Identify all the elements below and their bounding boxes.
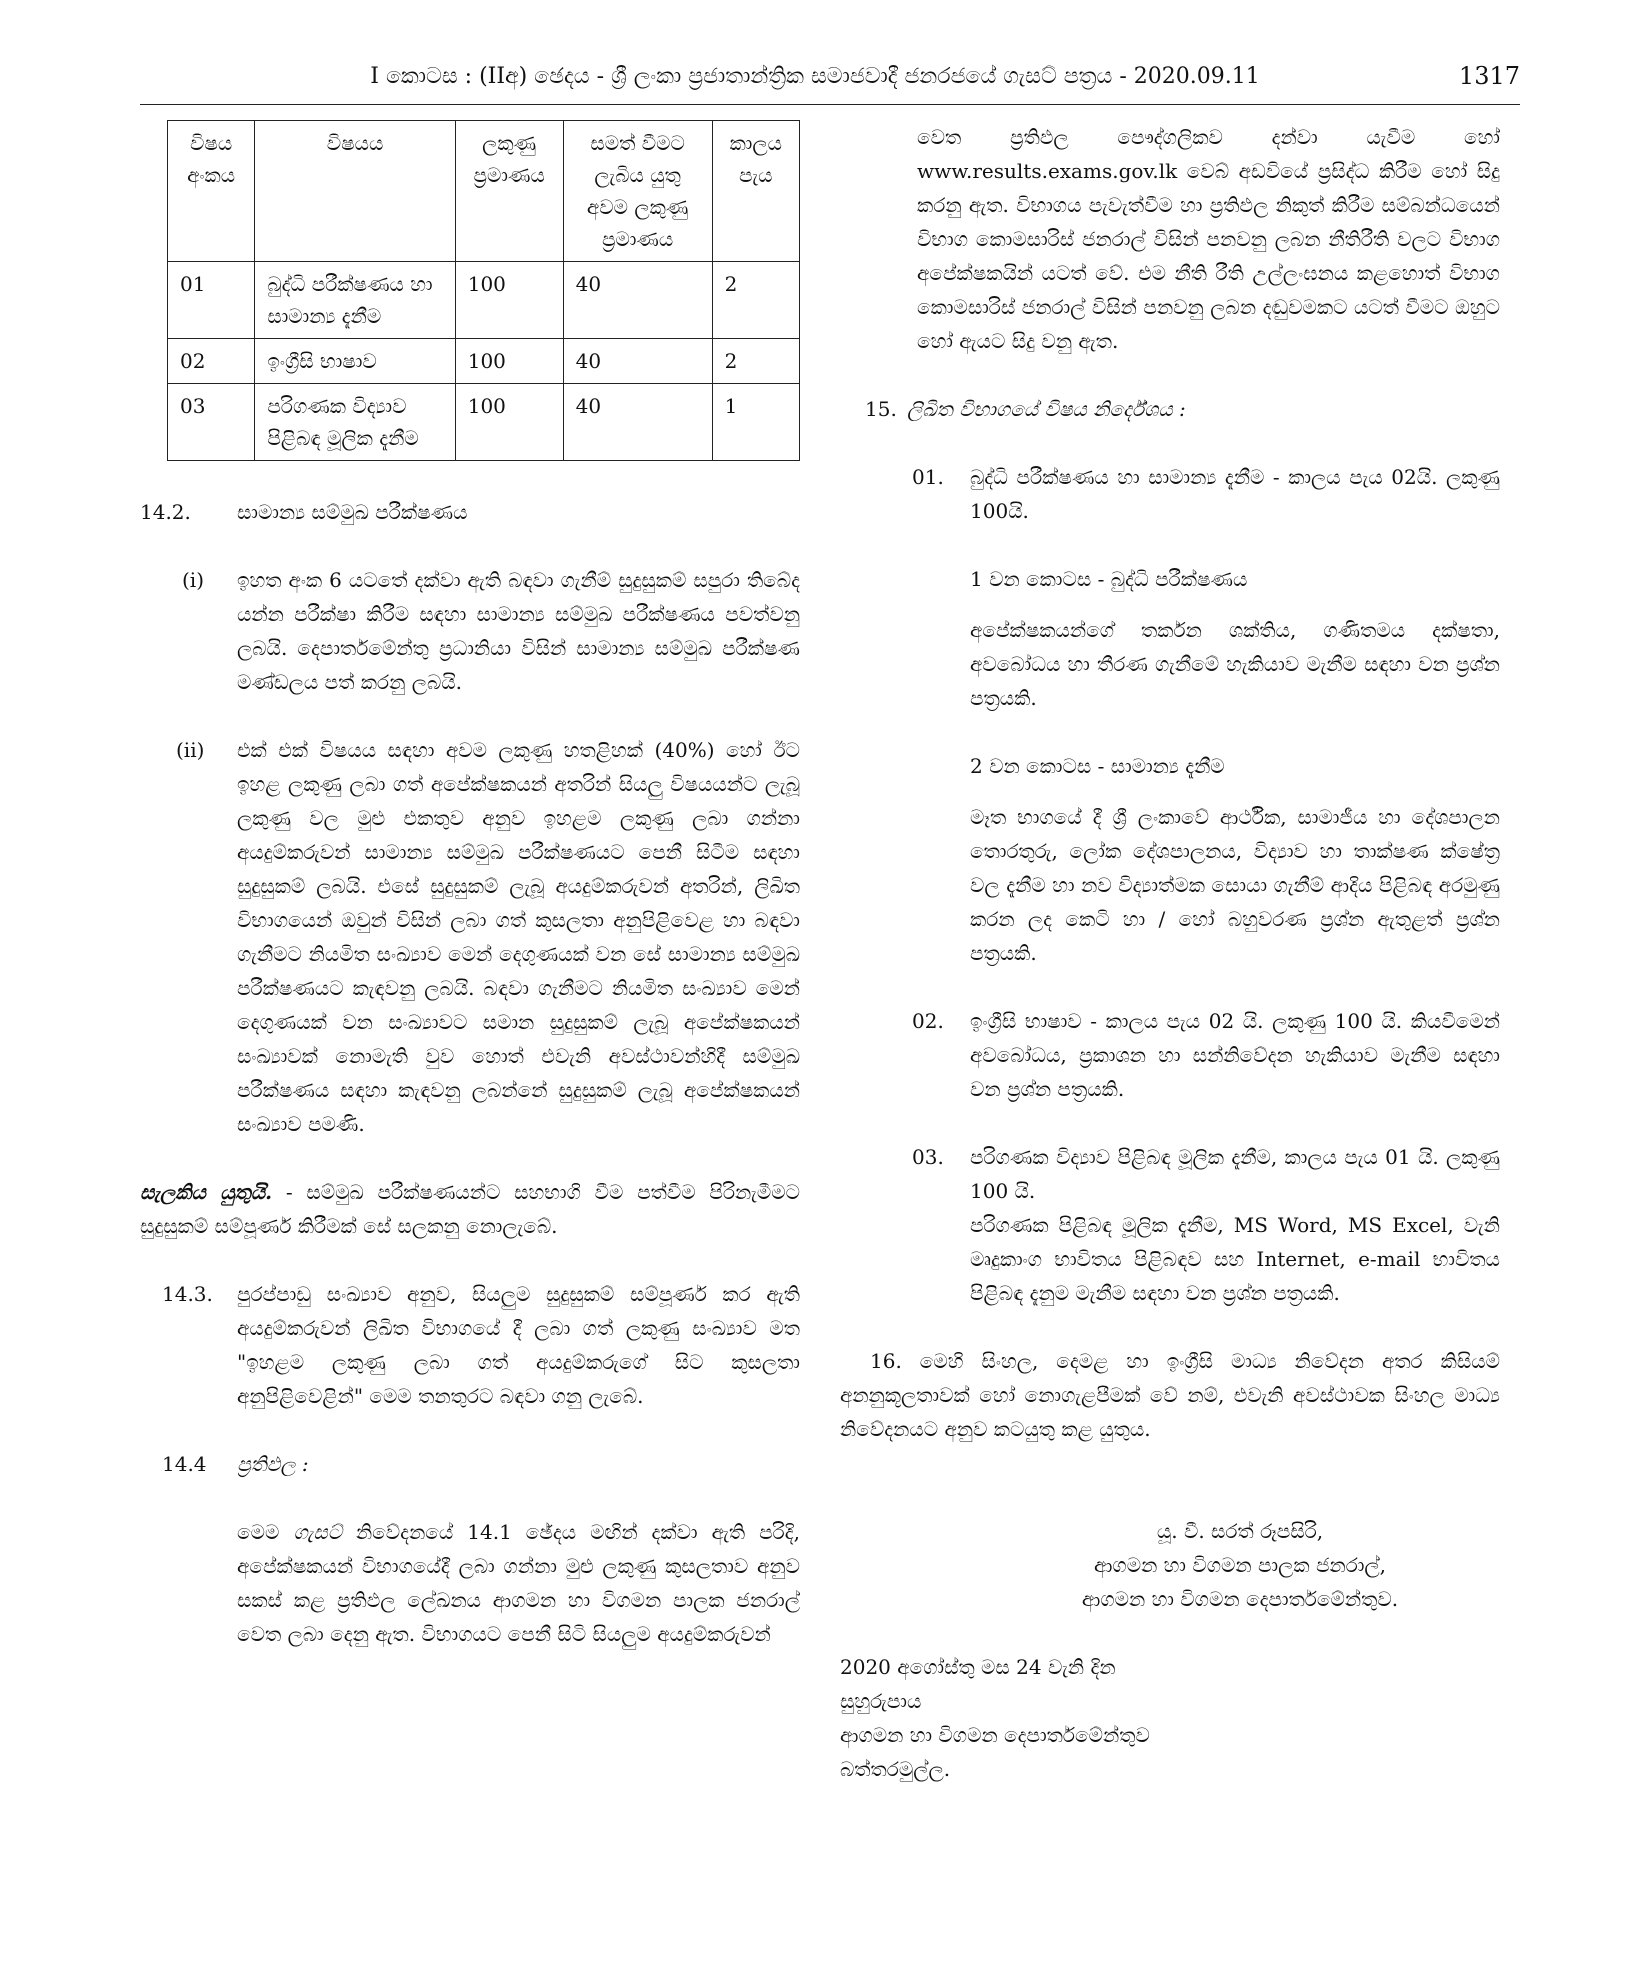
section-text: පුරප්පාඩු සංඛ්‍යාව අනුව, සියලුම සුදුසුකම් සම්පූර්ණ කර ඇති අයදුම්කරුවන් ලිඛිත විභාගයේ දී ලබා ගත් ලකුණු සංඛ්‍යාව මත "ඉහළම ලකුණු ලබා ගත් අයදුම්කරුගේ සිට කුසලතා අනුපිළිවෙළින්" මෙම තනතුරට බඳවා ගනු ලැබේ.	[237, 1282, 800, 1408]
issue-date: 2020 අගෝස්තු මස 24 වැනි දින	[840, 1655, 1116, 1679]
syllabus-item-02	[840, 1004, 1500, 1106]
text-run: නිවේදනයේ 14.1 ඡේදය මඟින් දක්වා ඇති පරිදි, අපේක්ෂකයන් විභාගයේදී ලබා ගන්නා මුළු ලකුණු කුසලතාව අනුව සකස් කළ ප්‍රතිඵල ලේඛනය ආගමන හා විගමන පාලක ජනරාල් වෙත ලබා දෙනු ඇත. විභාගයට පෙනී සිටි සියලුම අයදුම්කරුවන්	[237, 1520, 800, 1646]
table-cell: 100	[455, 339, 563, 384]
section-14-3	[140, 1277, 800, 1413]
section-number: 14.4	[162, 1452, 207, 1476]
section-14-4-text	[237, 1515, 800, 1651]
text-run-italic: ගැසට්	[293, 1520, 342, 1544]
item-text: ඉංග්‍රීසි භාෂාව - කාලය පැය 02 යි. ලකුණු 100 යි. කියවීමෙන් අවබෝධය, ප්‍රකාශන හා සන්නිවේදන හැකියාව මැනීම සඳහා වන ප්‍රශ්න පත්‍රයකි.	[970, 1009, 1500, 1101]
section-number: 15.	[865, 397, 897, 421]
item-number: 03.	[912, 1145, 944, 1169]
table-row	[168, 339, 800, 384]
table-cell: 40	[563, 384, 712, 461]
signatory-department: ආගමන හා විගමන දෙපාර්තමේන්තුව.	[1081, 1587, 1399, 1611]
signatory-title: ආගමන හා විගමන පාලක ජනරාල්,	[1093, 1553, 1387, 1577]
table-header-cell: විෂයය	[255, 121, 455, 262]
date-place-block	[840, 1650, 1500, 1786]
table-cell: 2	[712, 339, 799, 384]
place-line: සුහුරුපාය	[840, 1689, 922, 1713]
item-text-2: පරිගණක පිළිබඳ මූලික දැනීම, MS Word, MS Excel, වැනි මෘදුකාංග භාවිතය පිළිබඳව සහ Internet, e-mail භාවිතය පිළිබඳ දැනුම මැනීම සඳහා වන ප්‍රශ්න පත්‍රයකි.	[970, 1213, 1500, 1305]
place-line: ආගමන හා විගමන දෙපාර්තමේන්තුව	[840, 1723, 1150, 1747]
table-header-cell: සමත් වීමට ලැබිය යුතු අවම ලකුණු ප්‍රමාණය	[563, 121, 712, 262]
syllabus-item-01	[840, 460, 1500, 528]
note-text: - සම්මුඛ පරීක්ෂණයන්ට සහභාගි වීම පත්වීම පිරිනැමීමට සුදුසුකම් සම්පූර්ණ කිරීමක් සේ සලකනු නොලැබේ.	[140, 1180, 800, 1238]
table-row	[168, 262, 800, 339]
section-14-2-item-ii	[140, 733, 800, 1141]
signatory-name: යූ. වී. සරත් රූපසිරි,	[1156, 1519, 1324, 1543]
table-cell: බුද්ධි පරීක්ෂණය හා සාමාන්‍ය දැනීම	[255, 262, 455, 339]
table-cell: 02	[168, 339, 255, 384]
section-number: 14.3.	[162, 1282, 213, 1306]
signature-block	[1020, 1514, 1460, 1616]
item-text: පරිගණක විද්‍යාව පිළිබඳ මූලික දැනීම, කාලය පැය 01 යි. ලකුණු 100 යි.	[970, 1145, 1500, 1203]
item-number: 02.	[912, 1009, 944, 1033]
subjects-table	[167, 120, 800, 461]
part-1-title: 1 වන කොටස - බුද්ධි පරීක්ෂණය	[970, 567, 1248, 591]
header-rule	[140, 104, 1520, 105]
table-header-cell: විෂය අංකය	[168, 121, 255, 262]
table-cell: 1	[712, 384, 799, 461]
section-15-heading	[840, 392, 1500, 426]
syllabus-item-03	[840, 1140, 1500, 1310]
page-number: 1317	[1458, 62, 1520, 90]
header-title: I කොටස : (IIඅ) ඡෙදය - ශ්‍රී ලංකා ප්‍රජාතාන්ත්‍රික සමාජවාදී ජනරජයේ ගැසට් පත්‍රය - 2020.09.11	[370, 64, 1260, 89]
section-14-2-item-i	[140, 563, 800, 699]
item-number: (i)	[182, 568, 205, 592]
table-cell: 100	[455, 384, 563, 461]
table-header-cell: ලකුණු ප්‍රමාණය	[455, 121, 563, 262]
note-label: සැලකිය යුතුයි.	[140, 1180, 273, 1204]
table-cell: ඉංග්‍රීසි භාෂාව	[255, 339, 455, 384]
item-text: බුද්ධි පරීක්ෂණය හා සාමාන්‍ය දැනීම - කාලය පැය 02යි. ලකුණු 100යි.	[970, 465, 1500, 523]
table-cell: 03	[168, 384, 255, 461]
section-number: 14.2.	[140, 500, 191, 524]
table-cell: 100	[455, 262, 563, 339]
item-number: (ii)	[176, 738, 205, 762]
section-title: ලිඛිත විභාගයේ විෂය නිර්දේශය :	[907, 397, 1186, 421]
page-header	[140, 58, 1520, 106]
table-row	[168, 384, 800, 461]
section-16-text: 16. මෙහි සිංහල, දෙමළ හා ඉංග්‍රීසි මාධ්‍ය නිවේදන අතර කිසියම් අනනුකූලතාවක් හෝ නොගැළපීමක් වේ නම්, එවැනි අවස්ථාවක සිංහල මාධ්‍ය නිවේදනයට අනුව කටයුතු කළ යුතුය.	[840, 1349, 1500, 1441]
item-text: ඉහත අංක 6 යටතේ දක්වා ඇති බඳවා ගැනීම් සුදුසුකම් සපුරා තිබේද යන්න පරීක්ෂා කිරීම සඳහා සාමාන්‍ය සම්මුඛ පරීක්ෂණය පවත්වනු ලබයි. දෙපාර්තමේන්තු ප්‍රධානියා විසින් සාමාන්‍ය සම්මුඛ පරීක්ෂණ මණ්ඩලය පත් කරනු ලබයි.	[237, 568, 800, 694]
section-title: සාමාන්‍ය සම්මුඛ පරීක්ෂණය	[237, 500, 468, 524]
table-cell: 2	[712, 262, 799, 339]
note-paragraph	[140, 1175, 800, 1243]
section-14-4-heading	[140, 1447, 800, 1481]
item-text: එක් එක් විෂයය සඳහා අවම ලකුණු හතළිහක් (40%) හෝ ඊට ඉහළ ලකුණු ලබා ගත් අපේක්ෂකයන් අතරින් සියලු විෂයයන්ට ලැබූ ලකුණු වල මුළු එකතුව අනුව ඉහළම ලකුණු ලබා ගන්නා අයදුම්කරුවන් සාමාන්‍ය සම්මුඛ පරීක්ෂණයට පෙනී සිටීම සඳහා සුදුසුකම් ලබයි. එසේ සුදුසුකම් ලැබූ අයදුම්කරුවන් අතරින්, ලිඛිත විභාගයෙන් ඔවුන් විසින් ලබා ගත් කුසලතා අනුපිළිවෙළ හා බඳවා ගැනීමට නියමිත සංඛ්‍යාව මෙන් දෙගුණයක් වන සේ සාමාන්‍ය සම්මුඛ පරීක්ෂණයට කැඳවනු ලබයි. බඳවා ගැනීමට නියමිත සංඛ්‍යාව මෙන් දෙගුණයක් වන සංඛ්‍යාවට සමාන සුදුසුකම් ලැබූ අපේක්ෂකයන් සංඛ්‍යාවක් නොමැති වුව හොත් එවැනි අවස්ථාවන්හිදී සම්මුඛ පරීක්ෂණය සඳහා කැඳවනු ලබන්නේ සුදුසුකම් ලැබූ අපේක්ෂකයන් සංඛ්‍යාව පමණි.	[237, 738, 800, 1136]
table-header-row	[168, 121, 800, 262]
text-run: මෙම	[237, 1520, 294, 1544]
results-continuation: වෙත ප්‍රතිඵල පෞද්ගලිකව දන්වා යැවීම හෝ www.results.exams.gov.lk වෙබ් අඩවියේ ප්‍රසිද්ධ කිරීම හෝ සිදු කරනු ඇත. විභාගය පැවැත්වීම හා ප්‍රතිඵල නිකුත් කිරීම සම්බන්ධයෙන් විභාග කොමසාරිස් ජනරාල් විසින් පනවනු ලබන නීතිරීති වලට විභාග අපේක්ෂකයින් යටත් වේ. එම නීති රීති උල්ලංඝනය කළහොත් විභාග කොමසාරිස් ජනරාල් විසින් පනවනු ලබන දඬුවමකට යටත් වීමට ඔහුට හෝ ඇයට සිදු වනු ඇත.	[917, 125, 1500, 353]
part-2-title: 2 වන කොටස - සාමාන්‍ය දැනීම	[970, 754, 1225, 778]
section-14-2-heading	[140, 495, 800, 529]
table-header-cell: කාලය පැය	[712, 121, 799, 262]
table-cell: 40	[563, 339, 712, 384]
table-cell: පරිගණක විද්‍යාව පිළිබඳ මූලික දැනීම	[255, 384, 455, 461]
left-column	[140, 120, 800, 1651]
place-line: බත්තරමුල්ල.	[840, 1757, 951, 1781]
item-number: 01.	[912, 465, 944, 489]
table-cell: 01	[168, 262, 255, 339]
table-cell: 40	[563, 262, 712, 339]
part-1-text: අපේක්ෂකයන්ගේ තර්කන ශක්තිය, ගණිතමය දක්ෂතා, අවබෝධය හා තීරණ ගැනීමේ හැකියාව මැනීම සඳහා වන ප්‍රශ්න පත්‍රයකි.	[970, 618, 1500, 710]
part-2-text: මෑත භාගයේ දී ශ්‍රී ලංකාවේ ආර්ථික, සාමාජීය හා දේශපාලන තොරතුරු, ලෝක දේශපාලනය, විද්‍යාව හා තාක්ෂණ ක්ෂේත්‍ර වල දැනීම හා නව විද්‍යාත්මක සොයා ගැනීම් ආදිය පිළිබඳ අරමුණු කරන ලද කෙටි හා / හෝ බහුවරණ ප්‍රශ්න ඇතුළත් ප්‍රශ්න පත්‍රයකි.	[970, 805, 1500, 965]
section-title: ප්‍රතිඵල :	[237, 1452, 309, 1476]
right-column	[840, 120, 1500, 1786]
